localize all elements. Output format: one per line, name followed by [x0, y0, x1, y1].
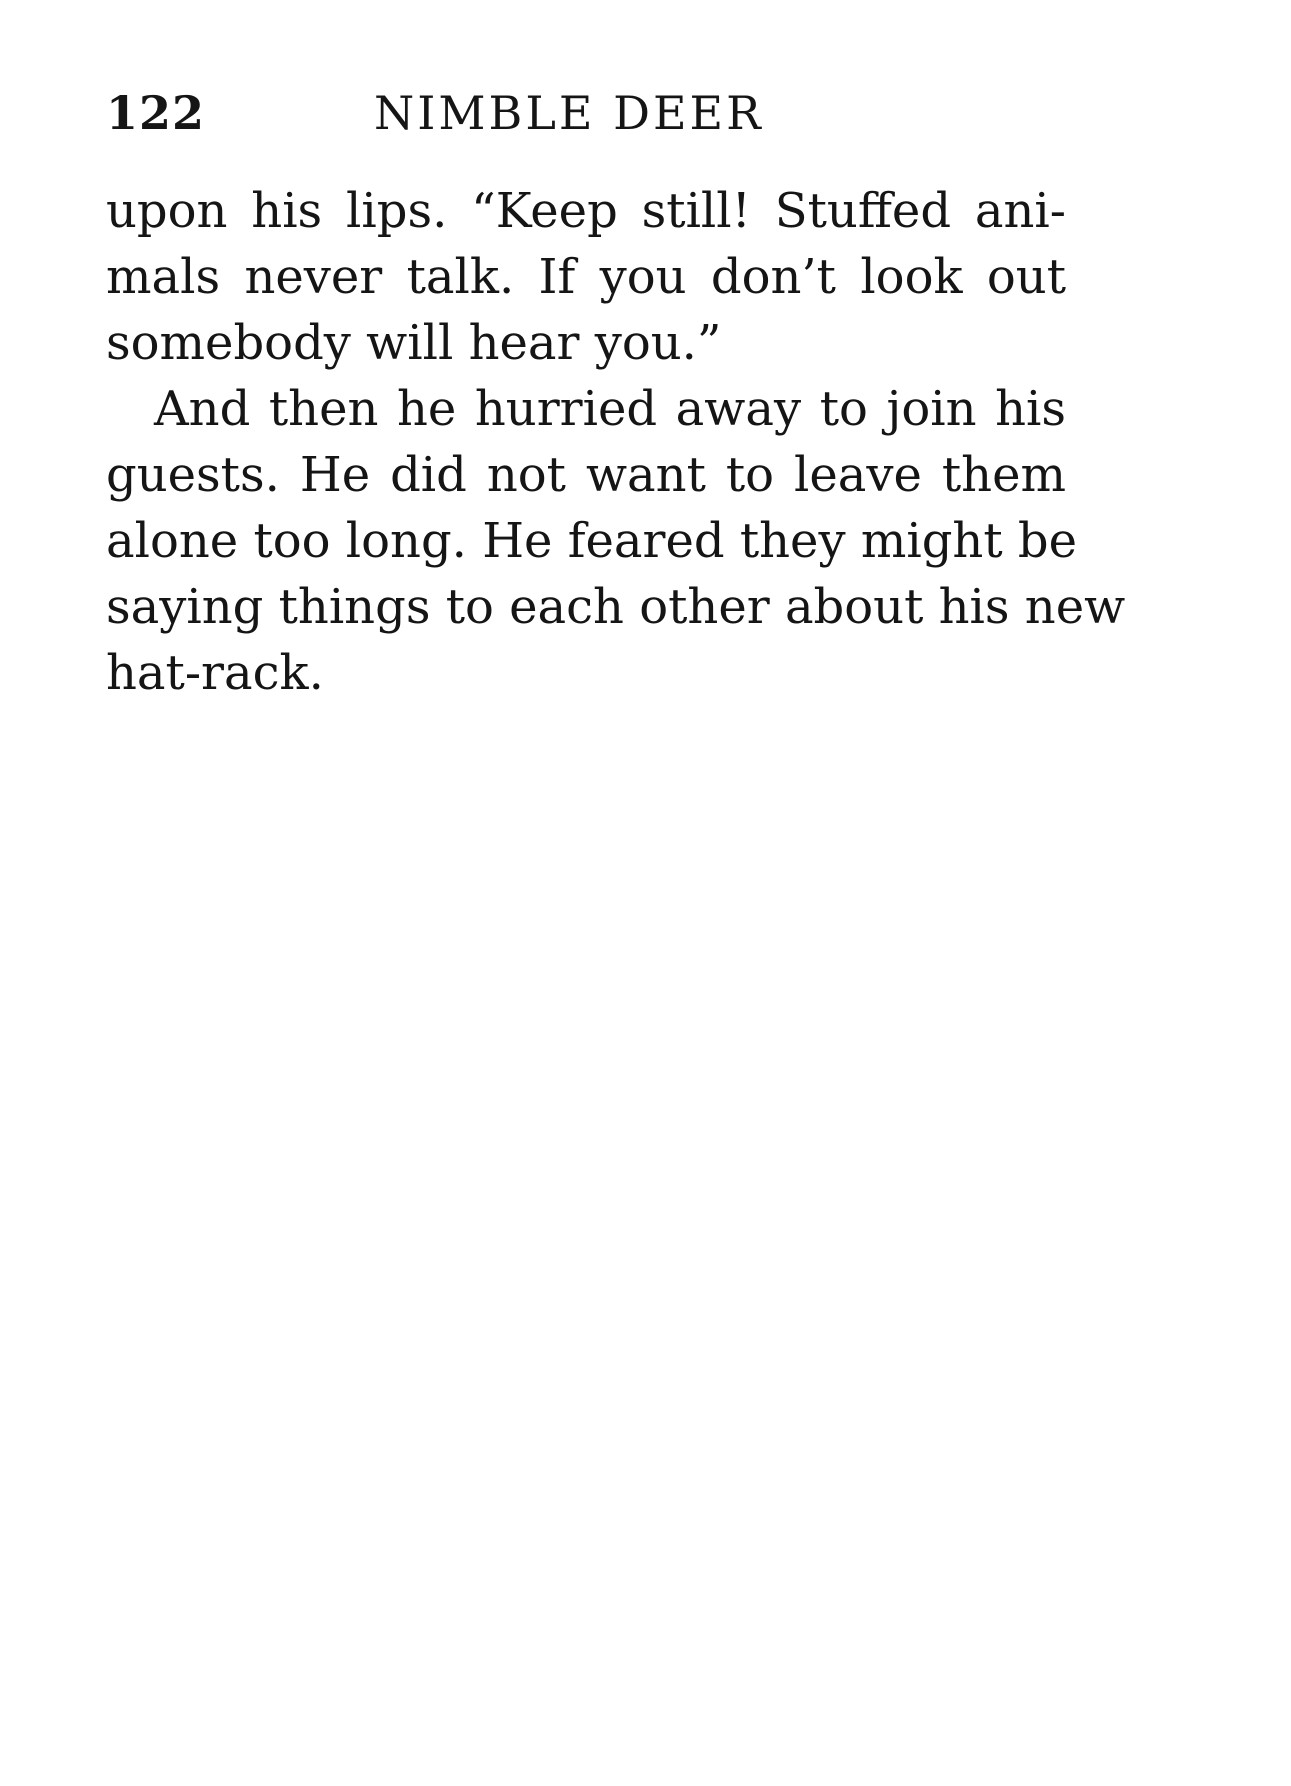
text-line: guests. He did not want to leave them — [106, 447, 1066, 503]
text-line: mals never talk. If you don’t look out — [106, 249, 1066, 305]
body-text — [106, 178, 1126, 706]
text-line: somebody will hear you.” — [106, 315, 722, 371]
paragraph-1 — [106, 178, 1066, 376]
text-line: alone too long. He feared they might be — [106, 513, 1078, 569]
text-line: And then he hurried away to join his — [154, 381, 1066, 437]
page-number: 122 — [106, 86, 206, 140]
text-line: upon his lips. “Keep still! Stuffed ani- — [106, 183, 1066, 239]
text-line: hat-rack. — [106, 645, 324, 701]
running-title: NIMBLE DEER — [374, 86, 764, 140]
paragraph-2 — [106, 376, 1126, 706]
text-line: saying things to each other about his new — [106, 579, 1126, 635]
page-header — [106, 86, 1066, 146]
